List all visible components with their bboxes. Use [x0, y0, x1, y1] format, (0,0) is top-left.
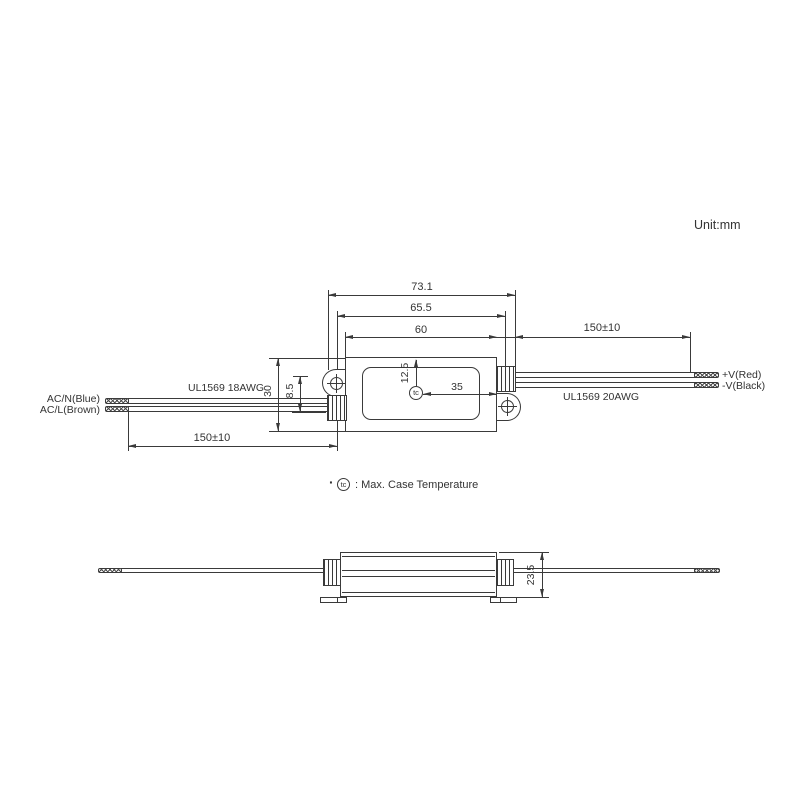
side-view-strain-relief-left — [323, 559, 341, 586]
dim-65-arrow-left — [337, 314, 345, 318]
dim-85-arrow-up — [298, 376, 302, 384]
wire-gauge-output: UL1569 20AWG — [563, 391, 640, 403]
side-view-parting-line-lower — [342, 576, 495, 577]
note-text: : Max. Case Temperature — [355, 479, 479, 491]
dim-85-ext-top — [293, 376, 308, 377]
dim-30-arrow-down — [276, 423, 280, 431]
dim-60-ext-left — [345, 332, 346, 357]
dim-60-text: 60 — [414, 324, 428, 336]
mounting-hole-left-crosshair-v — [336, 374, 337, 393]
wire-v-plus — [514, 372, 696, 378]
dim-150l-ext-right — [337, 420, 338, 451]
dim-30-ext-top — [269, 358, 345, 359]
dim-150r-ext-right — [690, 332, 691, 372]
dim-150r-text: 150±10 — [583, 322, 621, 334]
dim-12-text: 12.5 — [399, 362, 411, 384]
side-view-chamfer-bottom — [342, 592, 495, 593]
case-outline-side-view — [340, 552, 497, 597]
side-view-strain-relief-right — [496, 559, 514, 586]
dim-150l-text: 150±10 — [193, 432, 231, 444]
dim-30-line — [278, 358, 279, 431]
dim-12-arrow-up — [414, 359, 418, 367]
strain-relief-input — [327, 395, 347, 421]
dim-235-text: 23.5 — [525, 564, 537, 586]
side-view-wire-right — [513, 568, 696, 573]
wire-ac-l-stripped-end — [105, 406, 129, 412]
side-view-chamfer-top — [342, 556, 495, 557]
wire-v-minus-stripped-end — [694, 382, 719, 388]
side-view-wire-left — [121, 568, 325, 573]
dim-73-arrow-left — [328, 293, 336, 297]
strain-relief-output — [496, 366, 516, 392]
side-view-wire-left-stripped-end — [98, 568, 122, 573]
note-bullet: · — [329, 474, 334, 490]
wire-label-ac-n: AC/N(Blue) — [46, 393, 100, 405]
mounting-foot-right — [490, 597, 517, 603]
dim-65-ext-right — [505, 311, 506, 367]
wire-label-v-minus: -V(Black) — [722, 380, 766, 392]
tc-point-symbol: tc — [409, 386, 423, 400]
dim-65-arrow-right — [497, 314, 505, 318]
dim-35-arrow-left — [423, 392, 431, 396]
dim-235-arrow-up — [540, 552, 544, 560]
dim-150l-arrow-left — [128, 444, 136, 448]
dim-35-text: 35 — [451, 381, 463, 393]
wire-label-ac-l: AC/L(Brown) — [39, 404, 100, 416]
mounting-hole-right-crosshair-v — [507, 397, 508, 416]
side-view-parting-line-upper — [342, 570, 495, 571]
dim-85-text: 8.5 — [284, 383, 296, 399]
wire-gauge-input: UL1569 18AWG — [188, 382, 265, 394]
dim-150l-arrow-right — [329, 444, 337, 448]
dim-150r-arrow-left — [515, 335, 523, 339]
side-view-wire-right-stripped-end — [694, 568, 720, 573]
dim-150r-line — [497, 337, 690, 338]
note-tc-symbol: tc — [337, 478, 350, 491]
mounting-foot-right-notch — [500, 597, 501, 603]
dim-35-arrow-right — [489, 392, 497, 396]
dim-60-arrow-left — [345, 335, 353, 339]
dim-30-text: 30 — [262, 385, 274, 397]
mounting-foot-left — [320, 597, 347, 603]
dim-73-text: 73.1 — [411, 281, 433, 293]
dim-65-text: 65.5 — [410, 302, 432, 314]
dim-60-line — [345, 337, 497, 338]
dim-150r-arrow-right — [682, 335, 690, 339]
mounting-foot-left-notch — [337, 597, 338, 603]
dim-30-ext-bottom — [269, 431, 345, 432]
dim-85-arrow-down — [298, 404, 302, 412]
dim-73-ext-right — [515, 290, 516, 366]
dim-73-line — [328, 295, 515, 296]
dim-30-arrow-up — [276, 358, 280, 366]
unit-label: Unit:mm — [694, 218, 741, 232]
wire-ac-n-stripped-end — [105, 398, 129, 404]
wire-label-v-plus: +V(Red) — [722, 369, 762, 381]
dim-35-line — [423, 394, 497, 395]
dim-73-arrow-right — [507, 293, 515, 297]
wire-v-plus-stripped-end — [694, 372, 719, 378]
dim-150l-line — [128, 446, 337, 447]
dim-60-arrow-right — [489, 335, 497, 339]
wire-v-minus — [514, 382, 696, 388]
dim-150l-ext-left — [128, 412, 129, 451]
dim-65-line — [337, 316, 505, 317]
dim-65-ext-left — [337, 311, 338, 371]
dim-235-arrow-down — [540, 589, 544, 597]
dim-85-ext-bottom — [292, 412, 326, 413]
